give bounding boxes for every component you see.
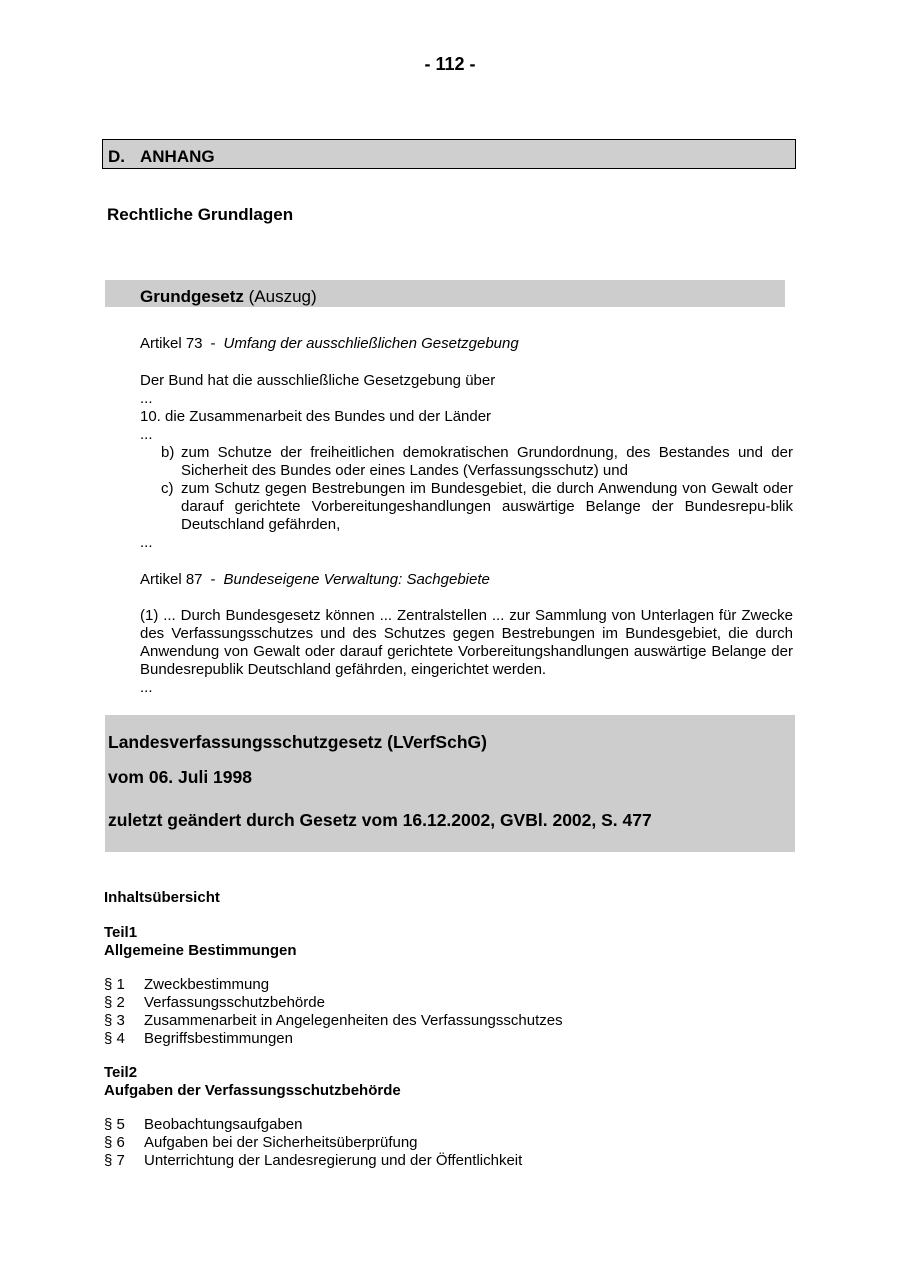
toc-text: Unterrichtung der Landesregierung und der Öffentlichkeit bbox=[144, 1152, 523, 1169]
art73-item-10: 10. die Zusammenarbeit des Bundes und der Länder bbox=[140, 408, 492, 425]
art87-body bbox=[140, 607, 793, 697]
grundgesetz-suffix: (Auszug) bbox=[243, 287, 317, 306]
art87-label: Artikel 87 bbox=[140, 571, 203, 588]
toc-entry bbox=[104, 1134, 522, 1152]
item-label: b) bbox=[161, 444, 175, 461]
toc-entry bbox=[104, 1012, 563, 1030]
toc-num: § 6 bbox=[104, 1134, 125, 1151]
toc-entry bbox=[104, 1152, 522, 1170]
art87-ellipsis: ... bbox=[140, 679, 153, 696]
toc-entry bbox=[104, 1030, 563, 1048]
toc-text: Aufgaben bei der Sicherheitsüberprüfung bbox=[144, 1134, 418, 1151]
lverfschg-date: vom 06. Juli 1998 bbox=[108, 767, 252, 787]
toc-teil1-entries bbox=[104, 976, 563, 1048]
art87-title: Bundeseigene Verwaltung: Sachgebiete bbox=[223, 571, 490, 588]
art73-intro: Der Bund hat die ausschließliche Gesetzgebung über bbox=[140, 372, 496, 389]
art73-body bbox=[140, 372, 793, 552]
section-header bbox=[102, 139, 796, 169]
lverfschg-amendment: zuletzt geändert durch Gesetz vom 16.12.2002, GVBl. 2002, S. 477 bbox=[108, 810, 652, 830]
toc-entry bbox=[104, 1116, 522, 1134]
section-title: ANHANG bbox=[140, 147, 215, 166]
toc-text: Beobachtungsaufgaben bbox=[144, 1116, 303, 1133]
grundgesetz-title: Grundgesetz bbox=[140, 287, 244, 306]
item-text: zum Schutz gegen Bestrebungen im Bundesgebiet, die durch Anwendung von Gewalt oder darauf gerichtete Vorbereitungeshandlungen auswärtige Belange der Bundesrepu-blik Deutschland gefährden, bbox=[181, 480, 793, 533]
toc-num: § 2 bbox=[104, 994, 125, 1011]
teil1-title: Allgemeine Bestimmungen bbox=[104, 942, 297, 959]
lverfschg-title: Landesverfassungsschutzgesetz (LVerfSchG) bbox=[108, 732, 487, 752]
grundgesetz-header bbox=[105, 280, 785, 307]
toc-text: Verfassungsschutzbehörde bbox=[144, 994, 325, 1011]
toc-text: Begriffsbestimmungen bbox=[144, 1030, 293, 1047]
toc-teil2-entries bbox=[104, 1116, 522, 1170]
art87-separator: - bbox=[210, 571, 216, 588]
art73-item-c bbox=[140, 480, 793, 534]
art73-label: Artikel 73 bbox=[140, 335, 203, 352]
art73-title: Umfang der ausschließlichen Gesetzgebung bbox=[223, 335, 519, 352]
toc-text: Zweckbestimmung bbox=[144, 976, 270, 993]
art73-separator: - bbox=[210, 335, 216, 352]
toc-entry bbox=[104, 994, 563, 1012]
lverfschg-box bbox=[105, 715, 795, 852]
art73-ellipsis-3: ... bbox=[140, 534, 153, 551]
item-text: zum Schutze der freiheitlichen demokratischen Grundordnung, des Bestandes und der Sicherheit des Bundes oder eines Landes (Verfassungsschutz) und bbox=[181, 444, 793, 479]
art73-heading bbox=[140, 335, 519, 353]
toc-entry bbox=[104, 976, 563, 994]
art87-text: (1) ... Durch Bundesgesetz können ... Zentralstellen ... zur Sammlung von Unterlagen für Zwecke des Verfassungsschutzes und des Schutzes gegen Bestrebungen im Bundesgebiet, die durch Anwendung von Gewalt oder darauf gerichtete Vorbereitungshandlungen auswärtige Belange der Bundesrepublik Deutschland gefährden, eingerichtet werden. bbox=[140, 607, 793, 678]
art73-ellipsis-1: ... bbox=[140, 390, 153, 407]
toc-heading: Inhaltsübersicht bbox=[104, 889, 220, 906]
toc-num: § 5 bbox=[104, 1116, 125, 1133]
subtitle: Rechtliche Grundlagen bbox=[107, 205, 294, 224]
teil2-label: Teil2 bbox=[104, 1064, 138, 1081]
toc-num: § 1 bbox=[104, 976, 125, 993]
art87-heading bbox=[140, 571, 490, 589]
art73-ellipsis-2: ... bbox=[140, 426, 153, 443]
item-label: c) bbox=[161, 480, 174, 497]
toc-text: Zusammenarbeit in Angelegenheiten des Verfassungsschutzes bbox=[144, 1012, 563, 1029]
toc-num: § 4 bbox=[104, 1030, 125, 1047]
teil1-label: Teil1 bbox=[104, 924, 138, 941]
page-number: - 112 - bbox=[424, 54, 476, 74]
toc-num: § 7 bbox=[104, 1152, 125, 1169]
section-letter: D. bbox=[108, 147, 125, 166]
toc-num: § 3 bbox=[104, 1012, 125, 1029]
toc-teil1 bbox=[104, 924, 297, 960]
teil2-title: Aufgaben der Verfassungsschutzbehörde bbox=[104, 1082, 401, 1099]
art73-item-b bbox=[140, 444, 793, 480]
toc-teil2 bbox=[104, 1064, 401, 1100]
